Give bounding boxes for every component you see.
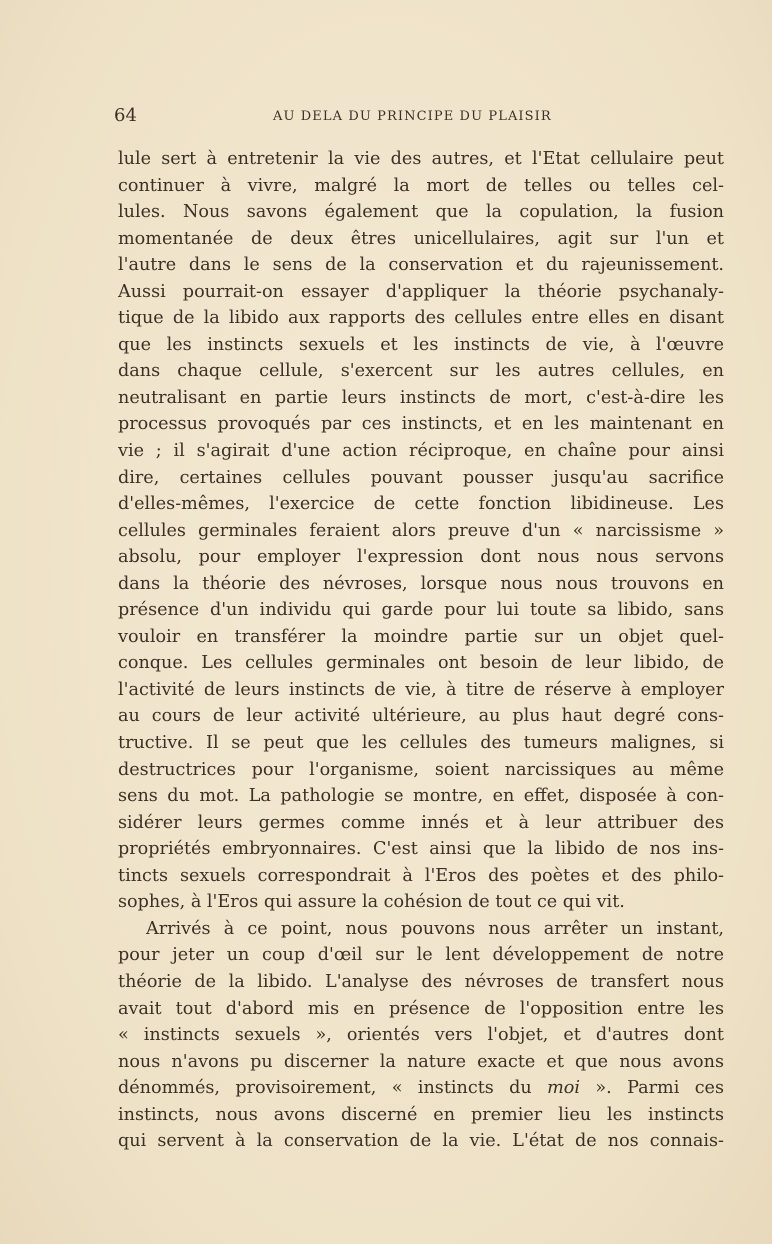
page-number: 64 [114,105,137,126]
text-line: lules. Nous savons également que la copulation, la fusion [118,202,724,223]
text-line: cellules germinales feraient alors preuve d'un « narcissisme » [118,520,724,541]
text-line: instincts, nous avons discerné en premier lieu les instincts [118,1104,724,1125]
text-fragment: ». Parmi ces [580,1078,724,1099]
running-title: AU DELA DU PRINCIPE DU PLAISIR [273,109,552,124]
text-line: propriétés embryonnaires. C'est ainsi que la libido de nos ins- [118,839,724,860]
text-line: absolu, pour employer l'expression dont nous nous servons [118,547,724,568]
text-line: avait tout d'abord mis en présence de l'opposition entre les [118,998,724,1019]
text-line: nous n'avons pu discerner la nature exacte et que nous avons [118,1051,724,1072]
text-line: l'autre dans le sens de la conservation et du rajeunissement. [118,255,724,276]
text-line: théorie de la libido. L'analyse des névroses de transfert nous [118,971,724,992]
text-line: au cours de leur activité ultérieure, au plus haut degré cons- [118,706,724,727]
text-line: tincts sexuels correspondrait à l'Eros des poètes et des philo- [118,865,724,886]
text-line: destructrices pour l'organisme, soient narcissiques au même [118,759,724,780]
text-line: l'activité de leurs instincts de vie, à titre de réserve à employer [118,679,724,700]
text-line: continuer à vivre, malgré la mort de telles ou telles cel- [118,175,724,196]
text-line: neutralisant en partie leurs instincts de mort, c'est-à-dire les [118,387,724,408]
text-line: sens du mot. La pathologie se montre, en effet, disposée à con- [118,786,724,807]
text-line: dire, certaines cellules pouvant pousser jusqu'au sacrifice [118,467,724,488]
text-line: présence d'un individu qui garde pour lui toute sa libido, sans [118,600,724,621]
text-line: sophes, à l'Eros qui assure la cohésion de tout ce qui vit. [118,892,625,913]
text-line: lule sert à entretenir la vie des autres, et l'Etat cellulaire peut [118,149,724,169]
text-line: d'elles-mêmes, l'exercice de cette fonction libidineuse. Les [118,494,724,515]
text-line: sidérer leurs germes comme innés et à leur attribuer des [118,812,724,833]
text-line: momentanée de deux êtres unicellulaires, agit sur l'un et [118,228,724,249]
text-line: dans la théorie des névroses, lorsque nous nous trouvons en [118,573,724,594]
italic-word: moi [547,1078,581,1099]
text-line: Arrivés à ce point, nous pouvons nous arrêter un instant, [146,918,724,939]
text-line: processus provoqués par ces instincts, et en les maintenant en [118,414,724,435]
text-line: dans chaque cellule, s'exercent sur les autres cellules, en [118,361,724,382]
text-line: Aussi pourrait-on essayer d'appliquer la théorie psychanaly- [118,281,724,302]
text-line: tique de la libido aux rapports des cellules entre elles en disant [118,308,724,329]
text-line-with-italic [118,1075,724,1102]
text-line: vouloir en transférer la moindre partie sur un objet quel- [118,626,724,647]
text-line: conque. Les cellules germinales ont besoin de leur libido, de [118,653,724,674]
text-line: vie ; il s'agirait d'une action réciproque, en chaîne pour ainsi [118,441,724,462]
text-line: qui servent à la conservation de la vie. L'état de nos connais- [118,1131,724,1152]
text-line: tructive. Il se peut que les cellules des tumeurs malignes, si [118,733,724,754]
text-line: pour jeter un coup d'œil sur le lent développement de notre [118,945,724,966]
text-fragment: dénommés, provisoirement, « instincts du [118,1078,548,1099]
text-line: que les instincts sexuels et les instincts de vie, à l'œuvre [118,334,724,355]
body-text [118,146,724,1155]
text-line: « instincts sexuels », orientés vers l'objet, et d'autres dont [118,1025,724,1046]
